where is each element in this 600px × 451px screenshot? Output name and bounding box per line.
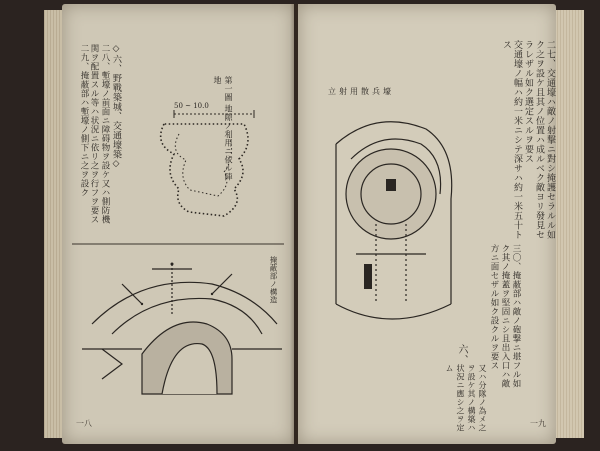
paragraph-28: 二八、塹壕ノ前面ニ障碍物ヲ設ケ又ハ側防機関ヲ配置スル等ハ状況ニ依リ之ヲ行フヲ要ス xyxy=(89,44,110,224)
shelter-section-figure xyxy=(82,254,282,404)
trench-trace-figure xyxy=(134,94,284,224)
right-folio: 一九 xyxy=(530,419,546,428)
figure-scale-label: 50 ~ 10.0 xyxy=(174,102,209,110)
paragraph-27b: 交通壕ノ幅ハ約一米ニシテ深サハ約一米五十トス xyxy=(501,40,522,240)
section-six-heading: 六、 xyxy=(456,344,467,365)
figure-bottom-caption: 掩蔽部ノ構造 xyxy=(269,256,278,304)
standing-trench-figure xyxy=(316,104,454,344)
paragraph-27: 二七、交通壕ハ敵ノ射撃ニ對シ掩護セラルル如ク之ヲ設ケ且其ノ位置ハ成ルベク敵ヨリ發見セラレザル如ク選定スルヲ要ス xyxy=(523,40,555,240)
right-page-edges xyxy=(554,10,584,438)
open-book xyxy=(8,0,592,451)
right-figure-caption: 立射用散兵壕 xyxy=(328,87,394,96)
figure-top-caption: 第一圖 地隙ノ利用ニ依ル陣地 xyxy=(213,76,233,182)
left-page xyxy=(62,4,294,444)
right-page xyxy=(298,4,556,444)
paragraph-29: 二九、掩蔽部ハ塹壕ノ側下ニ之ヲ設ク xyxy=(79,44,89,197)
paragraph-30: 三〇、掩蔽部ハ敵ノ砲撃ニ堪フル如ク其ノ掩蓋ヲ堅固ニシ且出入口ハ敵方ニ面セザル如ク設クルヲ要ス xyxy=(489,244,521,388)
page-divider xyxy=(72,242,284,246)
left-folio: 一八 xyxy=(76,419,92,428)
section-heading: ◇六、野戰築城、交通壕築◇ xyxy=(111,44,121,170)
paragraph-six: 又ハ分隊ノ為メ之ヲ設ケ其ノ構築ハ状況ニ應シ之ヲ定ム xyxy=(445,364,487,432)
